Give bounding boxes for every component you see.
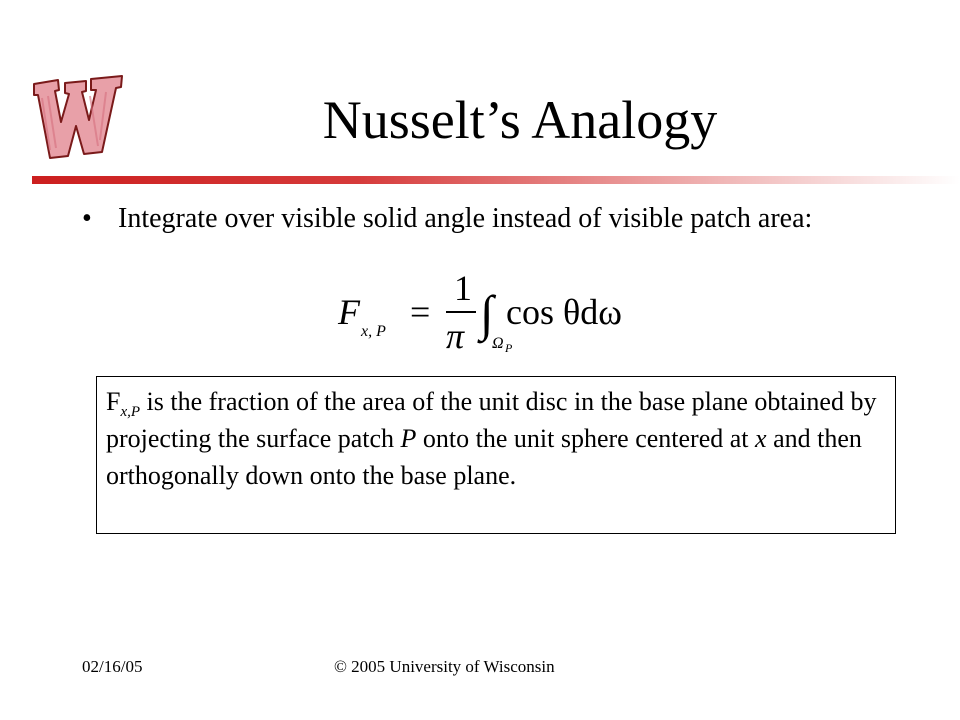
formula-integral: ∫ bbox=[480, 285, 494, 341]
title-divider bbox=[32, 176, 960, 184]
definition-text-3: and then orthogonally down onto the base plane. bbox=[106, 424, 862, 490]
slide-title: Nusselt’s Analogy bbox=[322, 90, 718, 150]
footer-date: 02/16/05 bbox=[82, 657, 143, 676]
definition-point-var: x bbox=[755, 424, 767, 453]
formula-equals: = bbox=[410, 292, 431, 332]
bullet-marker: • bbox=[82, 203, 92, 234]
definition-box bbox=[96, 376, 896, 534]
footer-copyright: © 2005 University of Wisconsin bbox=[334, 657, 555, 676]
bullet-text: Integrate over visible solid angle instead of visible patch area: bbox=[118, 203, 813, 234]
bullet-item bbox=[82, 200, 862, 237]
definition-subscript: x,P bbox=[120, 404, 141, 421]
formula-integral-subscript-symbol: Ω bbox=[492, 335, 504, 352]
wisconsin-w-logo-icon bbox=[28, 70, 128, 162]
definition-symbol: F bbox=[106, 387, 121, 416]
formula-lhs-subscript: x, P bbox=[361, 323, 386, 340]
definition-text-2: onto the unit sphere centered at bbox=[416, 424, 756, 453]
formula-numerator: 1 bbox=[454, 268, 472, 308]
definition-text-1: is the fraction of the area of the unit disc in the base plane obtained by projecting the surface patch bbox=[106, 387, 877, 453]
formula-integrand: cos θdω bbox=[506, 292, 622, 332]
formula-lhs-symbol: F bbox=[338, 292, 360, 332]
formula-integral-subscript-index: P bbox=[505, 341, 513, 352]
form-factor-formula bbox=[334, 268, 634, 352]
formula-denominator: π bbox=[446, 316, 465, 352]
definition-patch-var: P bbox=[400, 424, 417, 453]
bullet-list bbox=[82, 200, 862, 237]
